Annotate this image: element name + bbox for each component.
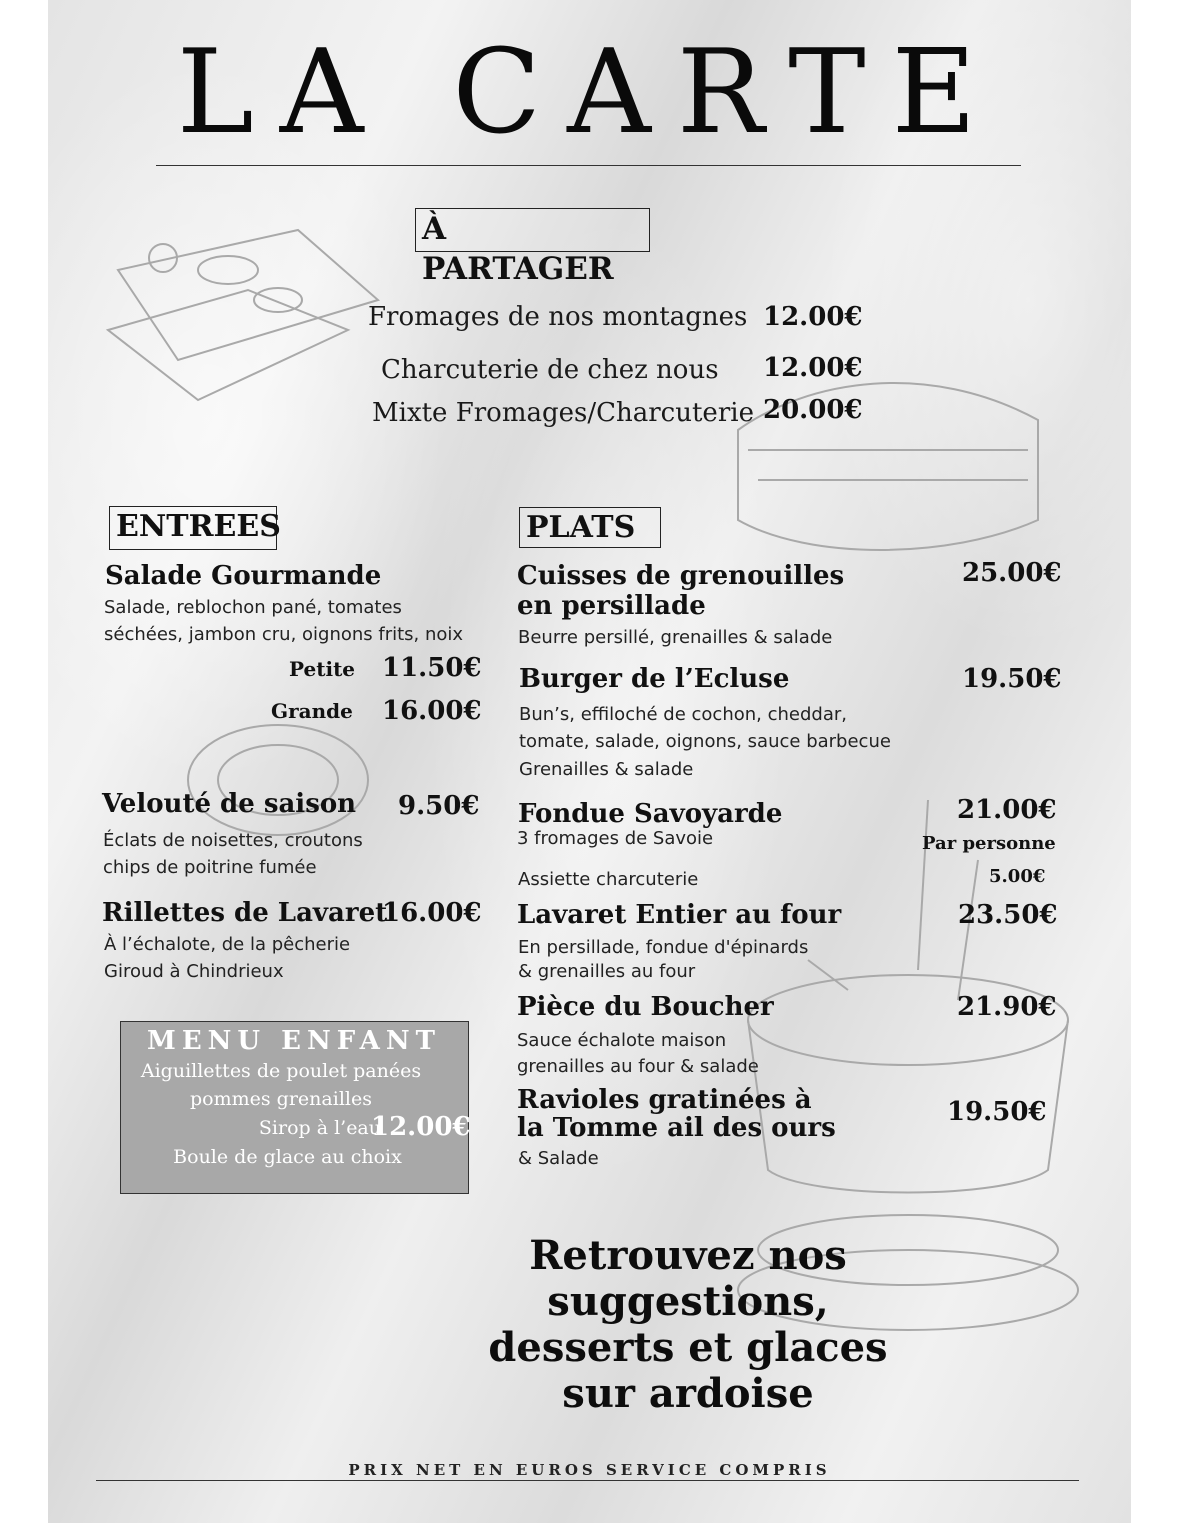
dish-description: En persillade, fondue d'épinards: [518, 937, 809, 958]
section-heading-share: À PARTAGER: [415, 208, 650, 252]
dish-description: & grenailles au four: [518, 961, 696, 982]
dish-description: chips de poitrine fumée: [103, 857, 317, 878]
dish-description: Assiette charcuterie: [518, 869, 699, 890]
dish-description: tomate, salade, oignons, sauce barbecue: [519, 731, 891, 752]
page-title: LA CARTE: [176, 25, 1003, 160]
suggestions-note: Retrouvez nos suggestions, desserts et glaces sur ardoise: [488, 1232, 888, 1417]
dish-price: 5.00€: [989, 866, 1046, 887]
dish-name: Fondue Savoyarde: [518, 799, 783, 829]
dish-price: 21.90€: [957, 992, 1057, 1022]
price-note: Par personne: [922, 833, 1056, 854]
kids-menu-title: MENU ENFANT: [147, 1026, 441, 1056]
menu-page: [48, 0, 1131, 1523]
kids-menu-item: Sirop à l’eau: [258, 1117, 381, 1139]
dish-price: 23.50€: [958, 900, 1058, 930]
kids-menu-price: 12.00€: [371, 1112, 471, 1142]
share-item-name: Fromages de nos montagnes: [368, 302, 748, 332]
dish-description: Bun’s, effiloché de cochon, cheddar,: [519, 704, 847, 725]
dish-name: Burger de l’Ecluse: [519, 664, 790, 694]
section-heading-entrees: ENTREES: [109, 506, 277, 550]
dish-price: 11.50€: [382, 653, 482, 683]
footer-divider: [96, 1480, 1079, 1481]
share-item-price: 12.00€: [763, 302, 863, 332]
dish-description: Sauce échalote maison: [517, 1030, 727, 1051]
dish-description: Grenailles & salade: [519, 759, 694, 780]
dish-description: Giroud à Chindrieux: [104, 961, 284, 982]
title-divider: [156, 165, 1021, 166]
kids-menu-item: Boule de glace au choix: [173, 1146, 402, 1168]
dish-description: grenailles au four & salade: [517, 1056, 759, 1077]
dish-description: Éclats de noisettes, croutons: [103, 830, 363, 851]
footer-note: PRIX NET EN EUROS SERVICE COMPRIS: [348, 1461, 831, 1479]
dish-price: 19.50€: [947, 1097, 1047, 1127]
share-item-name: Charcuterie de chez nous: [381, 355, 719, 385]
dish-name: Pièce du Boucher: [517, 992, 774, 1022]
section-heading-plats: PLATS: [519, 507, 661, 548]
kids-menu-box: [120, 1021, 469, 1194]
share-item-price: 12.00€: [763, 353, 863, 383]
dish-description: Salade, reblochon pané, tomates: [104, 597, 402, 618]
dish-description: À l’échalote, de la pêcherie: [104, 934, 351, 955]
dish-price: 9.50€: [398, 791, 480, 821]
share-item-price: 20.00€: [763, 395, 863, 425]
kids-menu-item: Aiguillettes de poulet panées: [140, 1060, 422, 1082]
dish-name: Salade Gourmande: [105, 561, 382, 591]
kids-menu-item: pommes grenailles: [190, 1088, 372, 1110]
dish-description: Beurre persillé, grenailles & salade: [518, 627, 833, 648]
dish-price: 16.00€: [382, 696, 482, 726]
dish-price: 16.00€: [382, 898, 482, 928]
dish-name: la Tomme ail des ours: [517, 1113, 836, 1143]
dish-price: 21.00€: [957, 795, 1057, 825]
dish-name: Lavaret Entier au four: [517, 900, 842, 930]
size-label: Petite: [289, 657, 356, 681]
dish-name: Cuisses de grenouilles: [517, 561, 845, 591]
dish-name: Rillettes de Lavaret: [102, 898, 388, 928]
dish-description: & Salade: [518, 1148, 599, 1169]
share-item-name: Mixte Fromages/Charcuterie: [372, 398, 754, 428]
size-label: Grande: [271, 699, 353, 723]
dish-name: Velouté de saison: [102, 789, 357, 819]
dish-name: Ravioles gratinées à: [517, 1085, 812, 1115]
dish-description: séchées, jambon cru, oignons frits, noix: [104, 624, 464, 645]
dish-price: 19.50€: [962, 664, 1062, 694]
dish-price: 25.00€: [962, 558, 1062, 588]
dish-name: en persillade: [517, 591, 706, 621]
dish-description: 3 fromages de Savoie: [517, 828, 714, 849]
